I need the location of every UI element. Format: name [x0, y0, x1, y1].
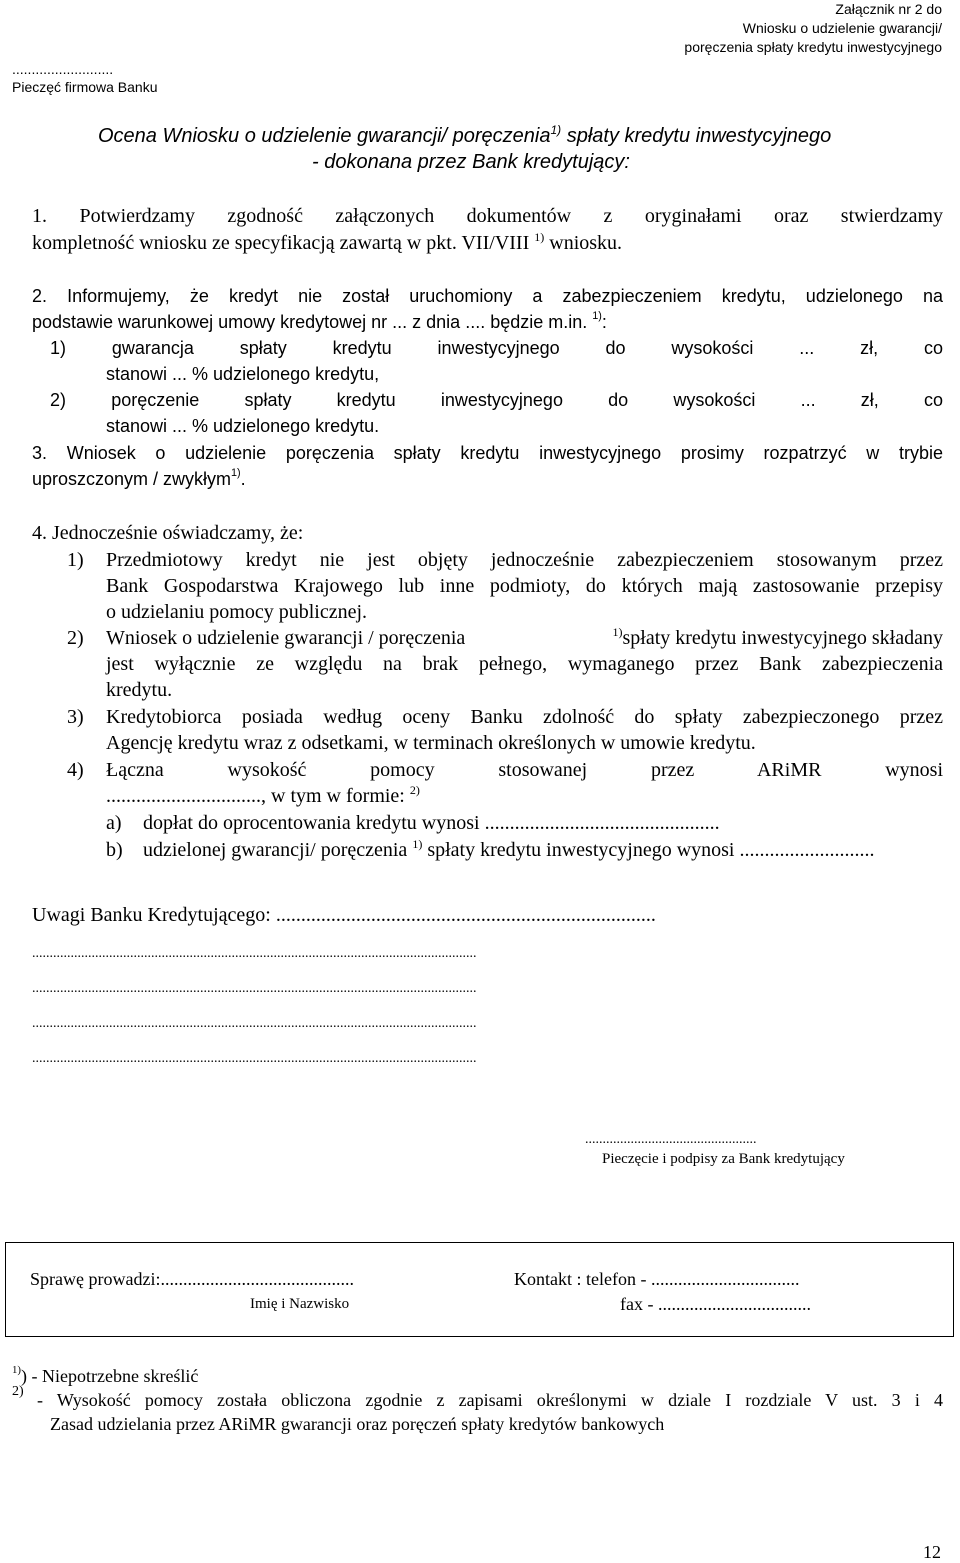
title-line-2: - dokonana przez Bank kredytujący: [312, 151, 630, 173]
signature-dots: ................................................. [585, 1132, 757, 1147]
s4-item-3-num: 3) [67, 706, 84, 728]
remarks-label: Uwagi Banku Kredytującego: ............................................................................ [32, 904, 656, 926]
footnote-1: $^{1)}$) - Niepotrzebne skreślić [12, 1364, 199, 1386]
s4-item-1-line-1: Przedmiotowy kredyt nie jest objęty jednocześnie zabezpieczeniem stosowanym przez [106, 549, 943, 571]
section-2-line-1: 2. Informujemy, że kredyt nie został uruchomiony a zabezpieczeniem kredytu, udzielonego na [32, 286, 943, 306]
s4-item-4-num: 4) [67, 759, 84, 781]
footnote-2-sup: 2) [12, 1384, 24, 1399]
section-3-line-2: uproszczonym / zwykłym$^{1)}$. [32, 467, 246, 489]
section-2-line-2: podstawie warunkowej umowy kredytowej nr ... z dnia .... będzie m.in. $^{1)}$: [32, 310, 607, 332]
section-2-item-1-line-1: 1) gwarancja spłaty kredytu inwestycyjnego do wysokości ... zł, co [50, 338, 943, 358]
section-2-item-1-line-2: stanowi ... % udzielonego kredytu, [106, 364, 380, 384]
attachment-note [684, 0, 942, 57]
title-line-1: Ocena Wniosku o udzielenie gwarancji/ poręczenia$^{1)}$ spłaty kredytu inwestycyjnego [98, 123, 832, 147]
attachment-line-1: Załącznik nr 2 do [835, 1, 942, 17]
s4-item-3-line-2: Agencję kredytu wraz z odsetkami, w terminach określonych w umowie kredytu. [106, 732, 756, 754]
s4-item-4b-num: b) [106, 839, 123, 861]
footnote-2-line-1: - Wysokość pomocy została obliczona zgodnie z zapisami określonymi w dziale I rozdziale V ust. 3 i 4 [37, 1390, 943, 1410]
name-label: Imię i Nazwisko [250, 1296, 350, 1312]
footnote-2-line-2: Zasad udzielania przez ARiMR gwarancji oraz poręczeń spłaty kredytów bankowych [50, 1414, 665, 1434]
section-1-line-1: 1. Potwierdzamy zgodność załączonych dokumentów z oryginałami oraz stwierdzamy [32, 205, 943, 227]
s4-item-4-line-2: ..............................., w tym w formie: $^{2)}$ [106, 783, 420, 807]
section-3-line-1: 3. Wniosek o udzielenie poręczenia spłaty kredytu inwestycyjnego prosimy rozpatrzyć w trybie [32, 443, 943, 463]
stamp-dots: .......................... [12, 61, 114, 77]
section-4-heading: 4. Jednocześnie oświadczamy, że: [32, 522, 304, 544]
s4-item-4a-num: a) [106, 812, 122, 834]
contact-fax: fax - .................................. [620, 1294, 811, 1314]
signature-label: Pieczęcie i podpisy za Bank kredytujący [602, 1151, 845, 1167]
section-2-item-2-line-1: 2) poręczenie spłaty kredytu inwestycyjnego do wysokości ... zł, co [50, 390, 943, 410]
section-1-line-2: kompletność wniosku ze specyfikacją zawartą w pkt. VII/VIII $^{1)}$ wniosku. [32, 230, 623, 254]
s4-item-4a-text: dopłat do oprocentowania kredytu wynosi ............................................... [143, 812, 720, 834]
contact-phone: Kontakt : telefon - ................................. [514, 1269, 800, 1289]
attachment-line-2: Wniosku o udzielenie gwarancji/ [742, 20, 942, 36]
remarks-line-3: ............................................................................................................................... [32, 981, 477, 996]
page-number: 12 [923, 1542, 941, 1562]
s4-item-4b-text: udzielonej gwarancji/ poręczenia $^{1)}$ spłaty kredytu inwestycyjnego wynosi ........................... [143, 837, 875, 861]
s4-item-1-line-2: Bank Gospodarstwa Krajowego lub inne podmioty, do których mają zastosowanie przepisy [106, 575, 943, 597]
handled-by: Sprawę prowadzi:........................................... [30, 1269, 354, 1289]
remarks-line-2: ............................................................................................................................... [32, 946, 477, 961]
remarks-line-4: ............................................................................................................................... [32, 1016, 477, 1031]
s4-item-2-line-3: kredytu. [106, 679, 173, 701]
s4-item-1-line-3: o udzielaniu pomocy publicznej. [106, 601, 368, 623]
s4-item-4-line-1: Łączna wysokość pomocy stosowanej przez ARiMR wynosi [106, 759, 943, 781]
section-2-item-2-line-2: stanowi ... % udzielonego kredytu. [106, 416, 380, 436]
s4-item-1-num: 1) [67, 549, 84, 571]
s4-item-2-line-2: jest wyłącznie ze względu na brak pełnego, wymaganego przez Bank zabezpieczenia [106, 653, 943, 675]
stamp-label: Pieczęć firmowa Banku [12, 79, 158, 95]
s4-item-2-line-1: Wniosek o udzielenie gwarancji / poręczenia $^{1)}$ spłaty kredytu inwestycyjnego składany [106, 625, 943, 649]
s4-item-3-line-1: Kredytobiorca posiada według oceny Banku zdolność do spłaty zabezpieczonego przez [106, 706, 943, 728]
remarks-line-5: ............................................................................................................................... [32, 1051, 477, 1066]
attachment-line-3: poręczenia spłaty kredytu inwestycyjnego [684, 39, 942, 55]
s4-item-2-num: 2) [67, 627, 84, 649]
